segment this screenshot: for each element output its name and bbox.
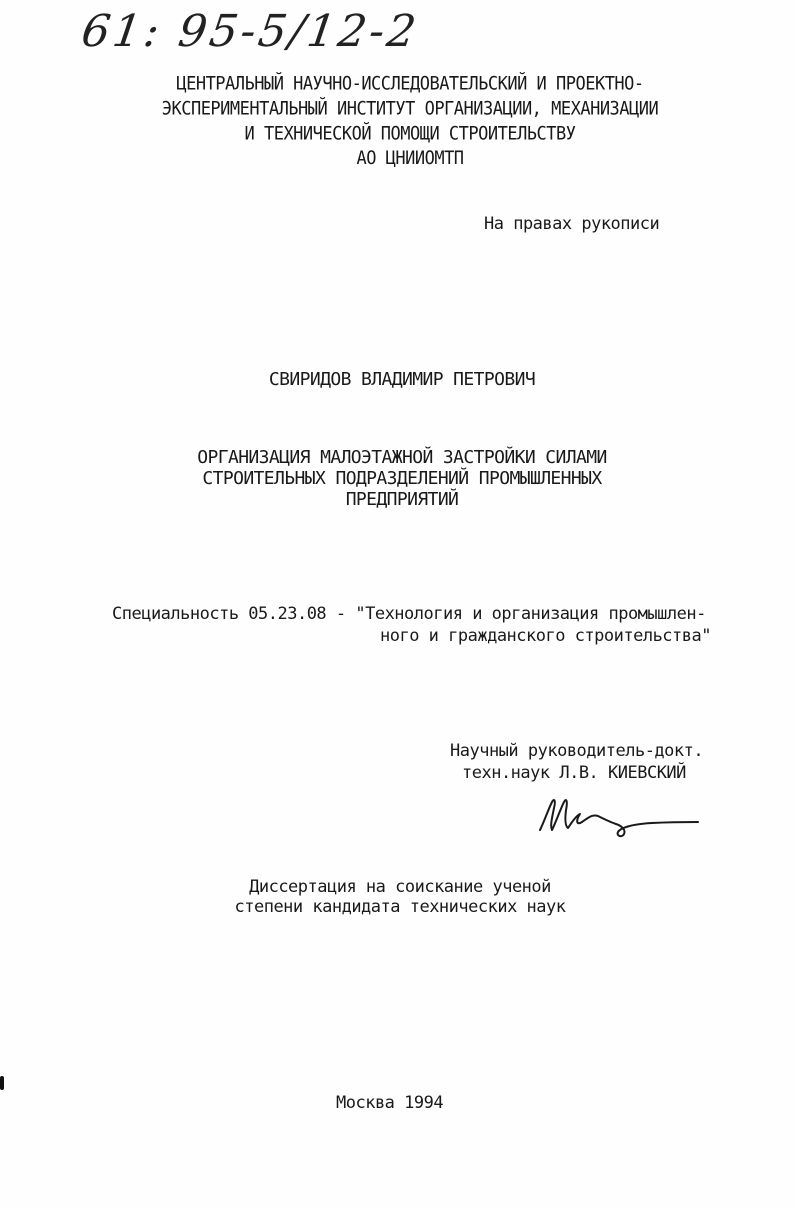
- specialty: [112, 603, 711, 647]
- title-line: ПРЕДПРИЯТИЙ: [345, 489, 459, 510]
- specialty-line: ного и гражданского строительства": [380, 626, 711, 646]
- supervisor-title: Научный руководитель-докт.: [450, 741, 704, 761]
- title-line: ОРГАНИЗАЦИЯ МАЛОЭТАЖНОЙ ЗАСТРОЙКИ СИЛАМИ: [197, 447, 607, 468]
- dissertation-line: степени кандидата технических наук: [234, 897, 566, 917]
- supervisor-signature: [532, 792, 702, 842]
- specialty-line: Специальность 05.23.08 - "Технология и организация промышлен-: [112, 604, 706, 624]
- city-year: Москва 1994: [336, 1093, 444, 1113]
- dissertation-line: Диссертация на соискание ученой: [249, 877, 551, 897]
- dissertation-title: [150, 447, 654, 510]
- dissertation-statement: [224, 877, 576, 917]
- author-name: СВИРИДОВ ВЛАДИМИР ПЕТРОВИЧ: [268, 369, 536, 390]
- institute-line: ЦЕНТРАЛЬНЫЙ НАУЧНО-ИССЛЕДОВАТЕЛЬСКИЙ И ПРОЕКТНО-: [176, 73, 644, 95]
- institute-line: И ТЕХНИЧЕСКОЙ ПОМОЩИ СТРОИТЕЛЬСТВУ: [244, 123, 576, 145]
- supervisor: [450, 740, 703, 784]
- institute-line: АО ЦНИИОМТП: [356, 147, 464, 170]
- title-line: СТРОИТЕЛЬНЫХ ПОДРАЗДЕЛЕНИЙ ПРОМЫШЛЕННЫХ: [202, 468, 602, 489]
- institute-line: ЭКСПЕРИМЕНТАЛЬНЫЙ ИНСТИТУТ ОРГАНИЗАЦИИ, МЕХАНИЗАЦИИ: [161, 98, 659, 120]
- scan-edge-mark: [0, 1076, 4, 1090]
- institute-name: [110, 72, 710, 171]
- manuscript-note: На правах рукописи: [484, 214, 660, 234]
- supervisor-name: техн.наук Л.В. КИЕВСКИЙ: [462, 763, 686, 783]
- archive-code-handwritten: 61: 95-5/12-2: [78, 6, 422, 57]
